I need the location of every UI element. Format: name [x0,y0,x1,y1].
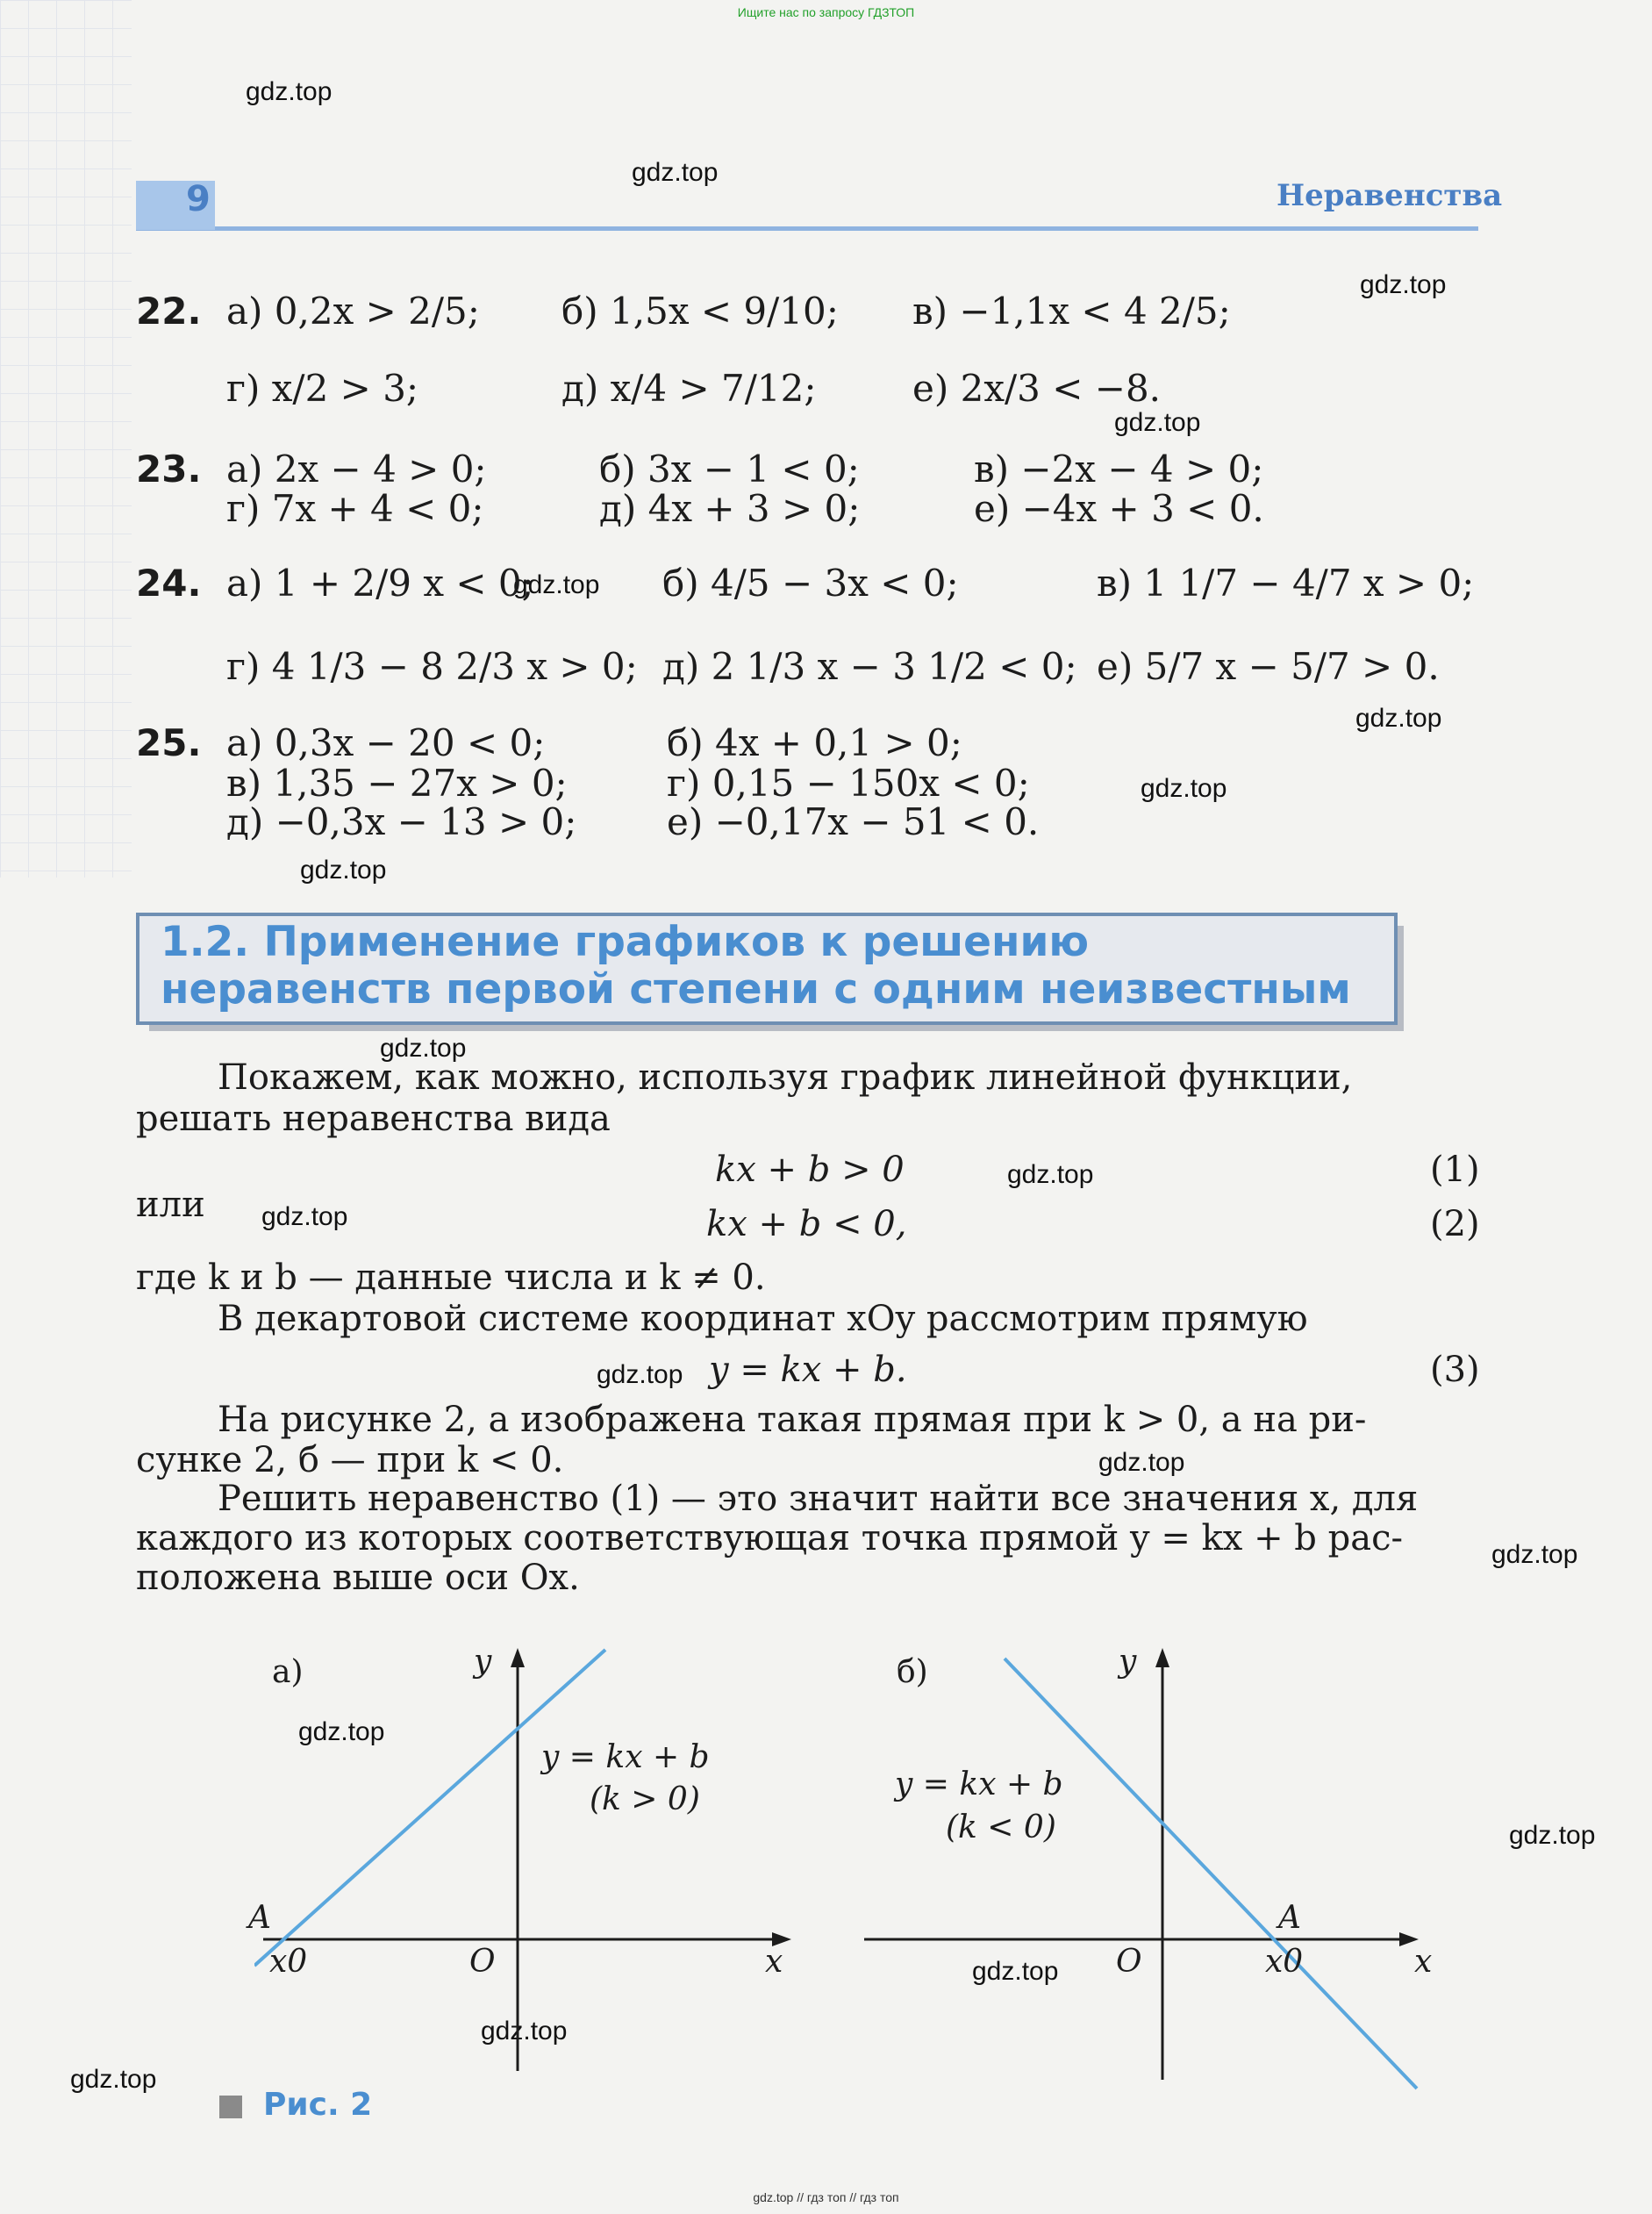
exercise-number: 25. [136,721,202,764]
watermark: gdz.top [597,1360,683,1389]
watermark: gdz.top [380,1034,467,1063]
exercise-item: е) −4x + 3 < 0. [974,487,1264,530]
watermark: gdz.top [1114,408,1201,437]
paragraph-line: Покажем, как можно, используя график линейной функции, [218,1057,1353,1098]
origin-label: O [469,1944,496,1980]
exercise-item: д) 2 1/3 x − 3 1/2 < 0; [662,645,1077,688]
exercise-item: г) 4 1/3 − 8 2/3 x > 0; [226,645,638,688]
equation-number-1: (1) [1430,1150,1480,1190]
watermark: gdz.top [1141,774,1227,803]
exercise-item: е) 2x/3 < −8. [912,367,1162,410]
x0-label: x0 [269,1944,308,1980]
page-number: 9 [186,179,211,219]
exercise-item: а) 2x − 4 > 0; [226,448,487,491]
section-heading-line1: 1.2. Применение графиков к решению [161,918,1090,966]
watermark: gdz.top [1007,1160,1094,1189]
x0-label: x0 [1265,1944,1304,1980]
watermark: gdz.top [300,856,387,885]
watermark: gdz.top [513,570,600,599]
figure-caption: Рис. 2 [263,2087,373,2123]
bottom-banner[interactable]: gdz.top // гдз топ // гдз топ [753,2190,899,2204]
exercise-item: б) 4/5 − 3x < 0; [662,562,959,605]
exercise-item: д) x/4 > 7/12; [561,367,817,410]
watermark: gdz.top [1509,1821,1596,1850]
exercise-item: в) 1,35 − 27x > 0; [226,762,568,805]
exercise-item: г) 7x + 4 < 0; [226,487,484,530]
x-axis-label: x [765,1944,783,1980]
exercise-item: б) 3x − 1 < 0; [599,448,860,491]
exercise-item: а) 0,3x − 20 < 0; [226,721,546,764]
equation-number-2: (2) [1430,1204,1480,1244]
equation-number-3: (3) [1430,1350,1480,1390]
point-a-label: A [1278,1900,1301,1936]
origin-label: O [1116,1944,1142,1980]
y-axis-arrow [511,1648,525,1667]
section-heading-line2: неравенств первой степени с одним неизвестным [161,965,1351,1014]
watermark: gdz.top [481,2017,568,2046]
exercise-item: г) 0,15 − 150x < 0; [667,762,1030,805]
formula-1: kx + b > 0 [715,1150,905,1190]
exercise-number: 22. [136,290,202,333]
watermark: gdz.top [1491,1540,1578,1569]
line-equation: y = kx + b [541,1739,710,1775]
top-banner[interactable]: Ищите нас по запросу ГДЗТОП [737,5,915,19]
watermark: gdz.top [70,2065,157,2094]
paragraph-line: На рисунке 2, а изображена такая прямая при k > 0, а на ри- [218,1400,1367,1440]
exercise-item: г) x/2 > 3; [226,367,419,410]
watermark: gdz.top [261,1202,348,1231]
exercise-item: а) 0,2x > 2/5; [226,290,480,333]
exercise-item: в) −2x − 4 > 0; [974,448,1264,491]
point-a-label: A [248,1900,271,1936]
y-axis-arrow [1155,1648,1169,1667]
watermark: gdz.top [1360,270,1447,299]
figure-panel-a [254,1641,816,2089]
exercise-item: д) −0,3x − 13 > 0; [226,800,577,843]
graph-line-decreasing [1005,1659,1417,2089]
slope-condition: (k < 0) [946,1809,1056,1845]
paragraph-line: где k и b — данные числа и k ≠ 0. [136,1257,766,1298]
exercise-number: 24. [136,562,202,605]
line-equation: y = kx + b [895,1766,1063,1802]
exercise-item: е) 5/7 x − 5/7 > 0. [1097,645,1440,688]
panel-b-label: б) [897,1654,928,1690]
watermark: gdz.top [246,77,333,106]
watermark: gdz.top [632,158,719,187]
y-axis-label: y [1119,1644,1137,1680]
paragraph-line: решать неравенства вида [136,1099,611,1139]
watermark: gdz.top [1355,704,1442,733]
formula-2: kx + b < 0, [706,1204,907,1244]
caption-marker [219,2096,242,2118]
slope-condition: (k > 0) [590,1781,700,1817]
conjunction-or: или [136,1185,205,1225]
formula-3: y = kx + b. [709,1350,907,1390]
paragraph-line: В декартовой системе координат xOy рассмотрим прямую [218,1299,1308,1339]
exercise-item: в) −1,1x < 4 2/5; [912,290,1231,333]
paragraph-line: сунке 2, б — при k < 0. [136,1440,564,1480]
panel-a-label: а) [272,1654,304,1690]
exercise-item: в) 1 1/7 − 4/7 x > 0; [1097,562,1475,605]
page-grid-background [0,0,132,878]
running-head: Неравенства [1277,178,1503,213]
exercise-item: а) 1 + 2/9 x < 0; [226,562,534,605]
watermark: gdz.top [972,1957,1059,1986]
paragraph-line: положена выше оси Ox. [136,1558,580,1598]
x-axis-label: x [1414,1944,1433,1980]
exercise-item: д) 4x + 3 > 0; [599,487,861,530]
figure-panel-b [864,1641,1470,2097]
exercise-item: е) −0,17x − 51 < 0. [667,800,1040,843]
exercise-number: 23. [136,448,202,491]
y-axis-label: y [474,1644,492,1680]
paragraph-line: каждого из которых соответствующая точка прямой y = kx + b рас- [136,1518,1403,1558]
graph-line-increasing [254,1650,605,1966]
exercise-item: б) 4x + 0,1 > 0; [667,721,962,764]
watermark: gdz.top [1098,1448,1185,1477]
exercise-item: б) 1,5x < 9/10; [561,290,839,333]
paragraph-line: Решить неравенство (1) — это значит найти все значения x, для [218,1479,1419,1519]
watermark: gdz.top [298,1717,385,1746]
